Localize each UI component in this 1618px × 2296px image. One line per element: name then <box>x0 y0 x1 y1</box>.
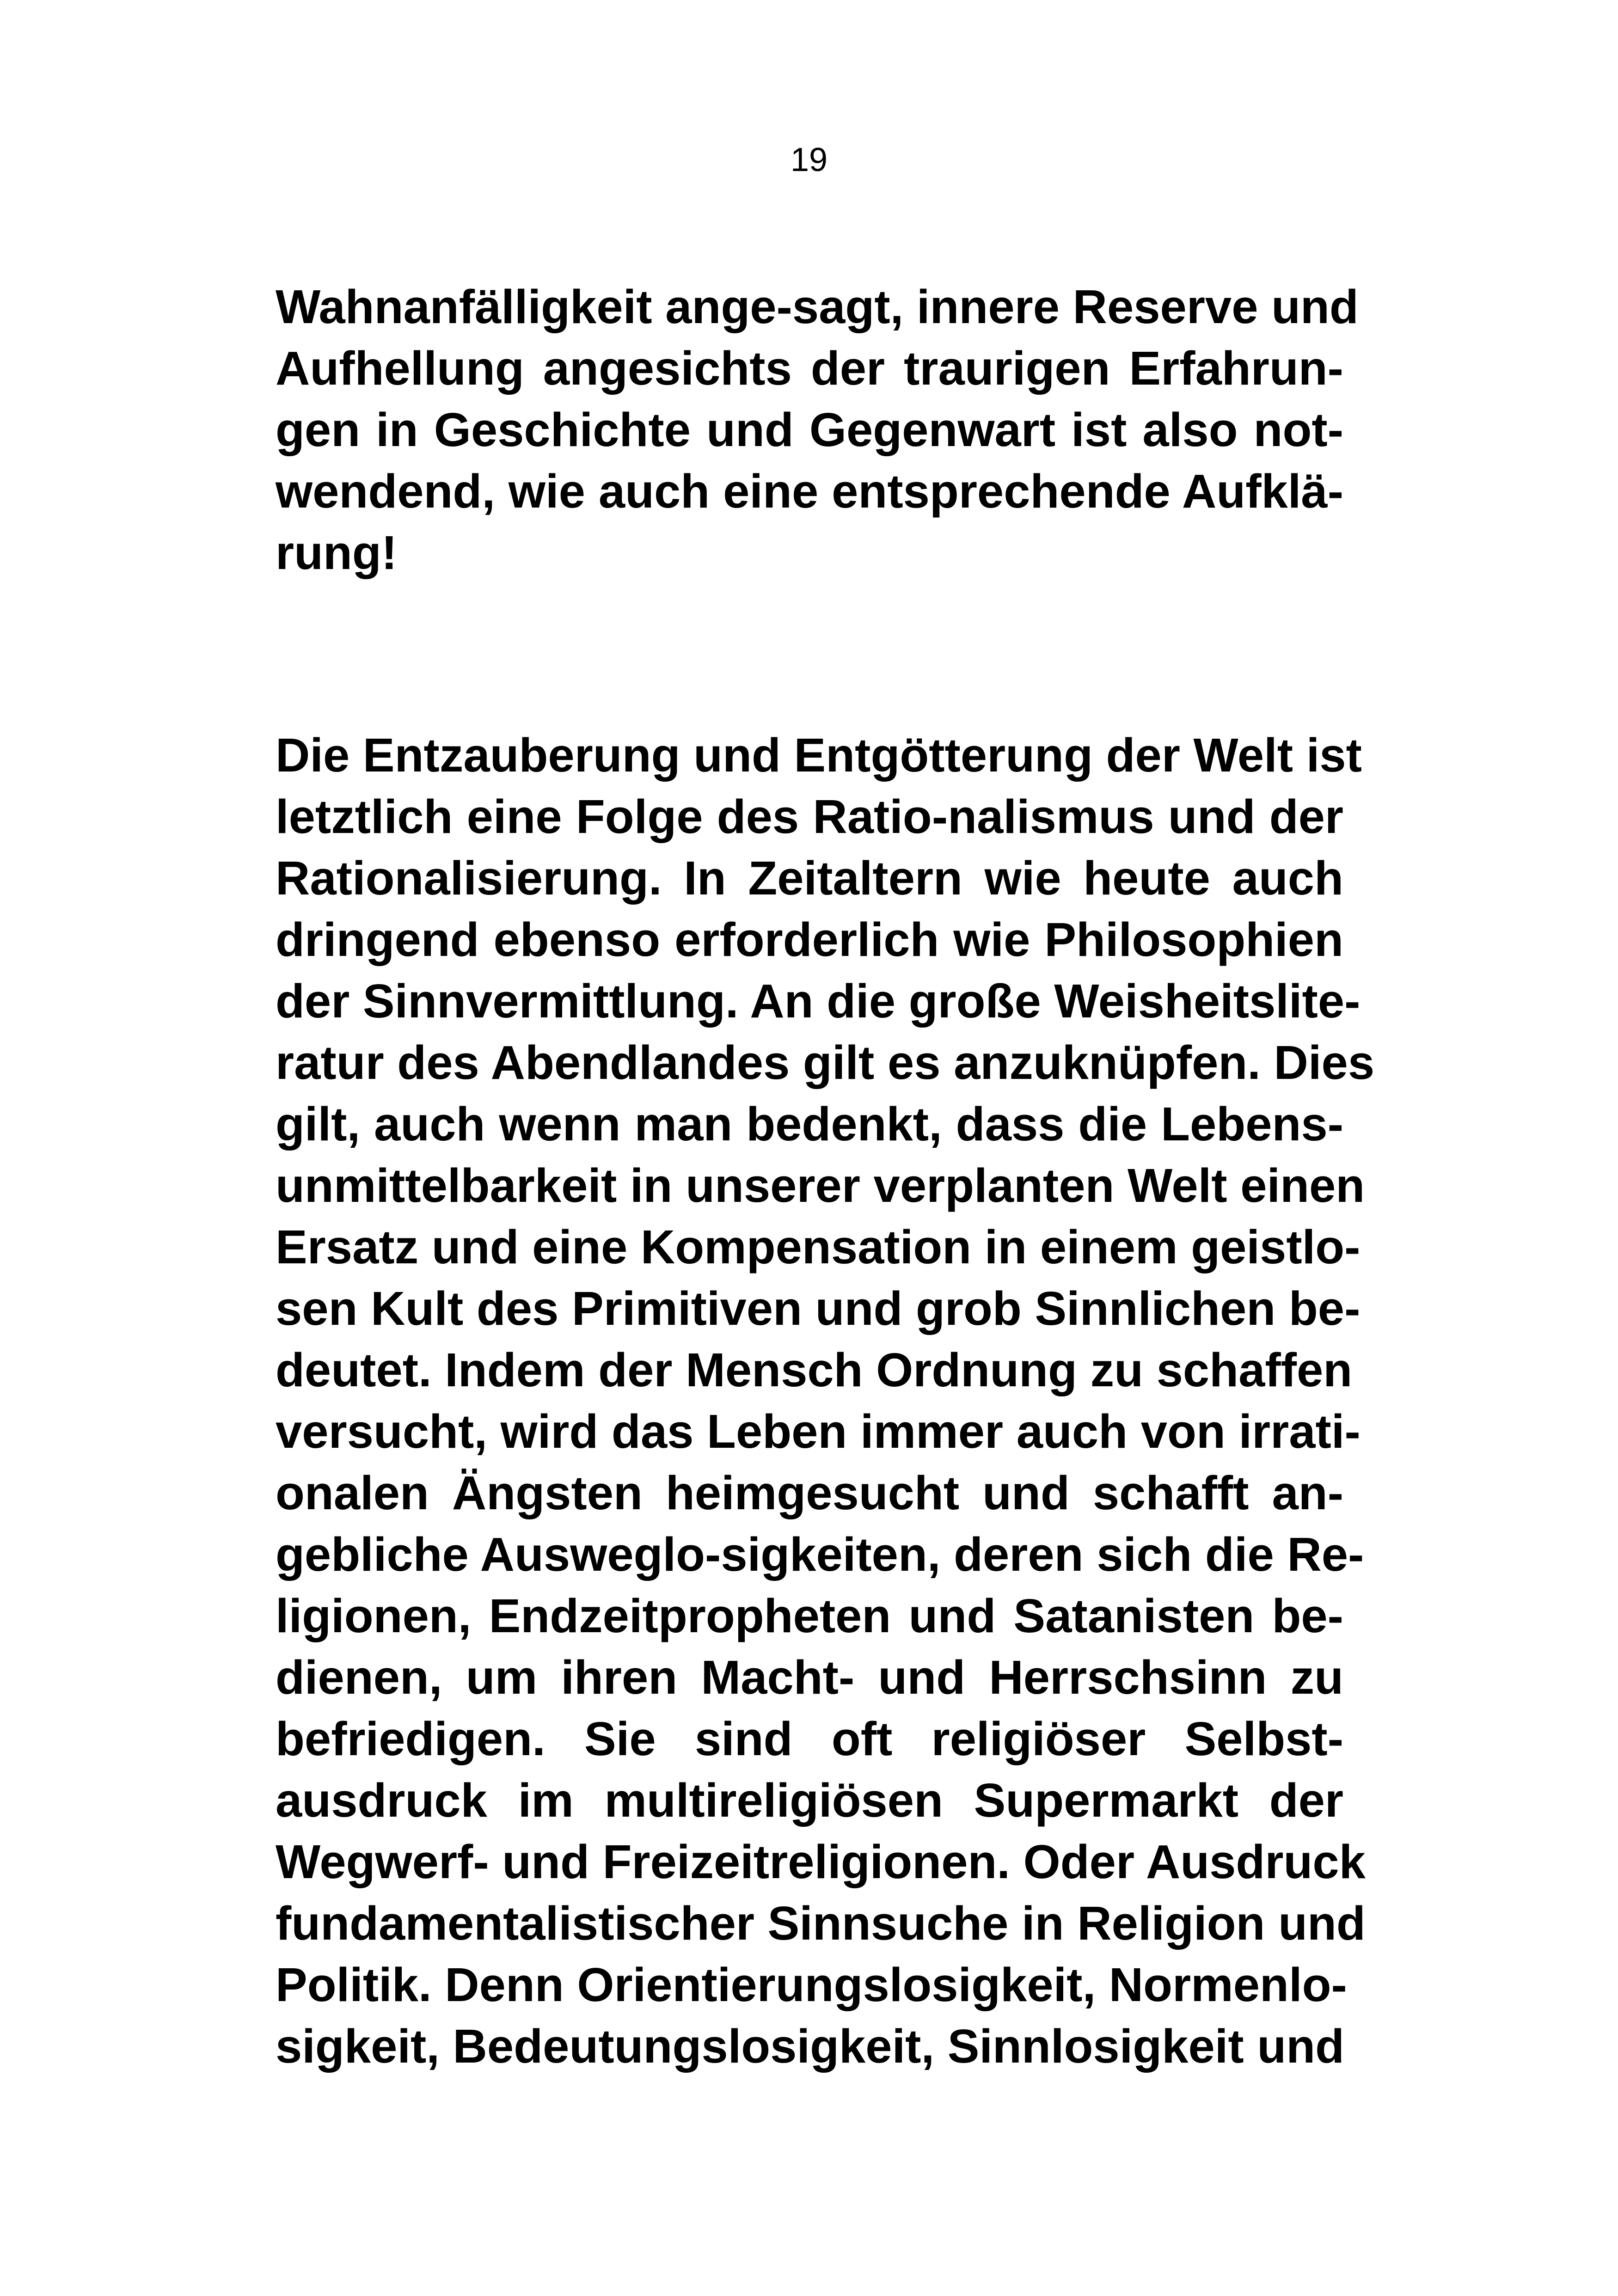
text-line: fundamentalistischer Sinnsuche in Religion und <box>276 1897 1366 1950</box>
text-line: gebliche Ausweglo-sigkeiten, deren sich die Re- <box>276 1528 1364 1581</box>
text-line: rung! <box>276 526 398 579</box>
text-line: ligionen, Endzeitpropheten und Satanisten be- <box>276 1589 1343 1642</box>
text-line: Wahnanfälligkeit ange-sagt, innere Reserve und <box>276 280 1359 333</box>
text-line: wendend, wie auch eine entsprechende Aufklä- <box>276 465 1343 518</box>
text-line: ratur des Abendlandes gilt es anzuknüpfen. Dies <box>276 1036 1375 1089</box>
text-line: ausdruck im multireligiösen Supermarkt der <box>276 1774 1343 1827</box>
text-line: sen Kult des Primitiven und grob Sinnlichen be- <box>276 1282 1361 1335</box>
text-line: Rationalisierung. In Zeitaltern wie heute auch <box>276 851 1343 905</box>
text-line: dringend ebenso erforderlich wie Philosophien <box>276 913 1343 966</box>
text-line: versucht, wird das Leben immer auch von irrati- <box>276 1405 1361 1458</box>
text-line: der Sinnvermittlung. An die große Weisheitslite- <box>276 974 1361 1028</box>
text-line: deutet. Indem der Mensch Ordnung zu schaffen <box>276 1343 1353 1396</box>
paragraph-2 <box>276 724 1375 2077</box>
text-line: Wegwerf- und Freizeitreligionen. Oder Ausdruck <box>276 1835 1366 1888</box>
text-line: letztlich eine Folge des Ratio-nalismus und der <box>276 790 1343 843</box>
text-line: onalen Ängsten heimgesucht und schafft an- <box>276 1466 1343 1519</box>
text-line: unmittelbarkeit in unserer verplanten Welt einen <box>276 1159 1365 1212</box>
text-line: Politik. Denn Orientierungslosigkeit, Normenlo- <box>276 1958 1347 2011</box>
text-line: Aufhellung angesichts der traurigen Erfahrun- <box>276 342 1343 395</box>
text-line: sigkeit, Bedeutungslosigkeit, Sinnlosigkeit und <box>276 2020 1345 2073</box>
text-line: Ersatz und eine Kompensation in einem geistlo- <box>276 1220 1361 1274</box>
text-line: Die Entzauberung und Entgötterung der Welt ist <box>276 729 1362 782</box>
text-line: gen in Geschichte und Gegenwart ist also not- <box>276 403 1343 456</box>
text-line: befriedigen. Sie sind oft religiöser Selbst- <box>276 1712 1343 1765</box>
paragraph-1 <box>276 276 1359 583</box>
page-number: 19 <box>790 141 828 178</box>
text-line: gilt, auch wenn man bedenkt, dass die Lebens- <box>276 1097 1343 1151</box>
text-line: dienen, um ihren Macht- und Herrschsinn zu <box>276 1651 1343 1704</box>
